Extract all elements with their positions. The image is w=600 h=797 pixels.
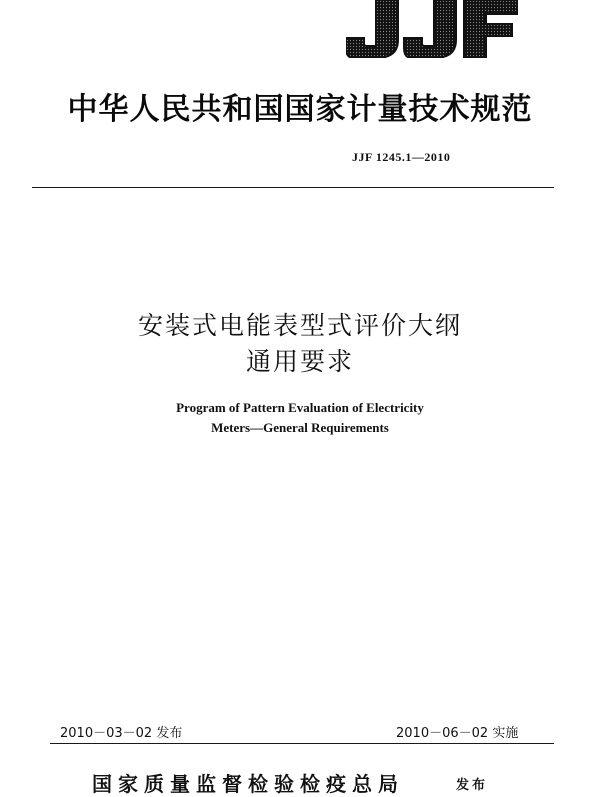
issue-date bbox=[60, 722, 182, 741]
publisher-suffix: 发布 bbox=[456, 778, 489, 793]
publisher-name: 国家质量监督检验检疫总局 bbox=[92, 772, 404, 796]
title-english-line1: Program of Pattern Evaluation of Electricity bbox=[176, 400, 424, 415]
implementation-date-value: 2010－06－02 bbox=[396, 726, 489, 741]
top-divider bbox=[32, 187, 554, 188]
title-chinese-line2: 通用要求 bbox=[245, 347, 354, 376]
title-english-line2: Meters—General Requirements bbox=[211, 420, 389, 435]
title-chinese-line1: 安装式电能表型式评价大纲 bbox=[137, 311, 462, 340]
issue-date-label: 发布 bbox=[156, 726, 183, 741]
issue-date-value: 2010－03－02 bbox=[60, 726, 153, 741]
bottom-divider bbox=[50, 743, 554, 744]
jjf-logo bbox=[346, 0, 518, 58]
implementation-date-label: 实施 bbox=[492, 726, 519, 741]
implementation-date bbox=[396, 722, 518, 741]
issuer-organization: 中华人民共和国国家计量技术规范 bbox=[67, 92, 533, 127]
standard-number: JJF 1245.1—2010 bbox=[352, 150, 451, 164]
